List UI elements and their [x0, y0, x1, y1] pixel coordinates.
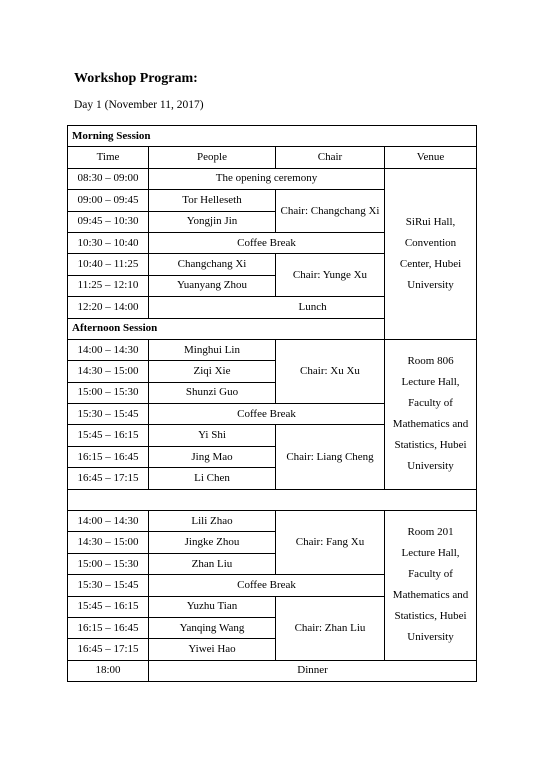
time-cell: 14:30 – 15:00 [68, 532, 149, 553]
chair-cell: Chair: Changchang Xi [276, 190, 385, 233]
time-cell: 15:45 – 16:15 [68, 596, 149, 617]
separator-cell [68, 489, 477, 510]
venue-line: University [407, 460, 454, 473]
table-row [68, 297, 477, 318]
section-label-morning: Morning Session [68, 126, 477, 147]
chair-cell: Chair: Fang Xu [276, 511, 385, 575]
time-cell: 16:15 – 16:45 [68, 617, 149, 638]
section-row-morning [68, 126, 477, 147]
table-row [68, 168, 477, 189]
person-cell: Jingke Zhou [149, 532, 276, 553]
table-row [68, 339, 477, 360]
column-header-time: Time [68, 147, 149, 168]
venue-line: Room 806 [407, 355, 454, 368]
venue-cell-room-806 [385, 339, 477, 489]
venue-line: Lecture Hall, [401, 547, 460, 560]
chair-cell: Chair: Yunge Xu [276, 254, 385, 297]
person-cell: Yanqing Wang [149, 617, 276, 638]
venue-line: Statistics, Hubei [394, 439, 467, 452]
event-cell: Coffee Break [149, 232, 385, 253]
venue-line: University [407, 278, 454, 291]
event-cell: The opening ceremony [149, 168, 385, 189]
page-title: Workshop Program: [74, 71, 198, 86]
time-cell: 15:00 – 15:30 [68, 553, 149, 574]
time-cell: 18:00 [68, 660, 149, 681]
table-row [68, 511, 477, 532]
person-cell: Tor Helleseth [149, 190, 276, 211]
day-heading: Day 1 (November 11, 2017) [74, 99, 204, 111]
section-row-afternoon [68, 318, 477, 339]
time-cell: 10:30 – 10:40 [68, 232, 149, 253]
person-cell: Yi Shi [149, 425, 276, 446]
person-cell: Zhan Liu [149, 553, 276, 574]
time-cell: 15:30 – 15:45 [68, 404, 149, 425]
venue-line: Mathematics and [392, 589, 469, 602]
chair-cell: Chair: Liang Cheng [276, 425, 385, 489]
person-cell: Li Chen [149, 468, 276, 489]
venue-line: Faculty of [408, 568, 453, 581]
person-cell: Jing Mao [149, 446, 276, 467]
time-cell: 16:45 – 17:15 [68, 468, 149, 489]
chair-cell: Chair: Xu Xu [276, 339, 385, 403]
venue-line: SiRui Hall, [405, 215, 456, 228]
venue-line: Convention [404, 236, 457, 249]
venue-line: Faculty of [408, 397, 453, 410]
header-row [68, 147, 477, 168]
chair-cell: Chair: Zhan Liu [276, 596, 385, 660]
person-cell: Yuanyang Zhou [149, 275, 276, 296]
event-cell: Dinner [149, 660, 477, 681]
venue-cell-room-201 [385, 511, 477, 661]
time-cell: 14:30 – 15:00 [68, 361, 149, 382]
event-cell: Lunch [149, 297, 477, 318]
time-cell: 12:20 – 14:00 [68, 297, 149, 318]
venue-line: Mathematics and [392, 418, 469, 431]
person-cell: Lili Zhao [149, 511, 276, 532]
time-cell: 16:15 – 16:45 [68, 446, 149, 467]
column-header-venue: Venue [385, 147, 477, 168]
person-cell: Yongjin Jin [149, 211, 276, 232]
time-cell: 09:45 – 10:30 [68, 211, 149, 232]
section-label-afternoon: Afternoon Session [68, 318, 477, 339]
time-cell: 09:00 – 09:45 [68, 190, 149, 211]
person-cell: Changchang Xi [149, 254, 276, 275]
time-cell: 15:30 – 15:45 [68, 575, 149, 596]
person-cell: Ziqi Xie [149, 361, 276, 382]
separator-row [68, 489, 477, 510]
program-table [67, 125, 477, 682]
person-cell: Shunzi Guo [149, 382, 276, 403]
time-cell: 15:00 – 15:30 [68, 382, 149, 403]
time-cell: 14:00 – 14:30 [68, 511, 149, 532]
time-cell: 11:25 – 12:10 [68, 275, 149, 296]
column-header-chair: Chair [276, 147, 385, 168]
person-cell: Yiwei Hao [149, 639, 276, 660]
time-cell: 15:45 – 16:15 [68, 425, 149, 446]
venue-line: Lecture Hall, [401, 376, 460, 389]
venue-line: Statistics, Hubei [394, 610, 467, 623]
person-cell: Yuzhu Tian [149, 596, 276, 617]
time-cell: 10:40 – 11:25 [68, 254, 149, 275]
column-header-people: People [149, 147, 276, 168]
person-cell: Minghui Lin [149, 339, 276, 360]
event-cell: Coffee Break [149, 575, 385, 596]
time-cell: 08:30 – 09:00 [68, 168, 149, 189]
event-cell: Coffee Break [149, 404, 385, 425]
venue-line: Room 201 [407, 526, 454, 539]
table-row [68, 660, 477, 681]
time-cell: 16:45 – 17:15 [68, 639, 149, 660]
time-cell: 14:00 – 14:30 [68, 339, 149, 360]
venue-line: Center, Hubei [399, 257, 462, 270]
venue-line: University [407, 631, 454, 644]
